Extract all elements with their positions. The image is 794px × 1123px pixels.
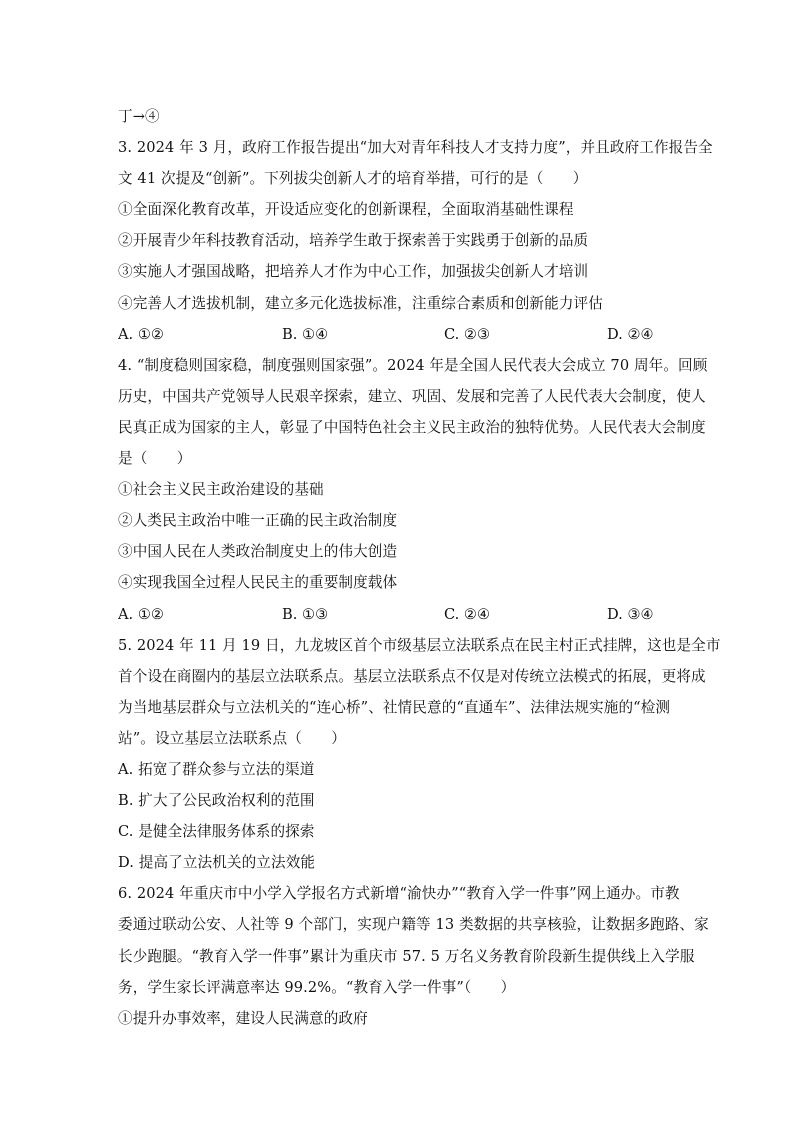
question-4-option-b: B. ①③ [282, 605, 329, 623]
question-5-stem-line-1: 5. 2024 年 11 月 19 日，九龙坡区首个市级基层立法联系点在民主村正式挂牌，这也是全市 [118, 636, 721, 654]
page-content [118, 101, 721, 1034]
question-5-choice-c: C. 是健全法律服务体系的探索 [118, 823, 315, 841]
question-4-option-d: D. ③④ [607, 605, 654, 623]
question-3-item-1: ①全面深化教育改革，开设适应变化的创新课程，全面取消基础性课程 [118, 201, 574, 219]
question-4-stem-line-1: 4. “制度稳则国家稳，制度强则国家强”。2024 年是全国人民代表大会成立 70 周年。回顾 [118, 356, 708, 374]
question-3-option-d: D. ②④ [607, 325, 654, 343]
question-6 [118, 878, 709, 1033]
question-6-item-1: ①提升办事效率，建设人民满意的政府 [118, 1009, 368, 1027]
question-4-stem-line-4: 是（ ） [118, 450, 192, 468]
question-3-item-4: ④完善人才选拔机制，建立多元化选拔标准，注重综合素质和创新能力评估 [118, 294, 603, 312]
question-4-item-1: ①社会主义民主政治建设的基础 [118, 481, 324, 499]
question-3-option-c: C. ②③ [444, 325, 491, 343]
question-3-stem-line-1: 3. 2024 年 3 月，政府工作报告提出“加大对青年科技人才支持力度”，并且政府工作报告全 [118, 139, 713, 157]
question-5-choice-b: B. 扩大了公民政治权利的范围 [118, 792, 315, 810]
question-5-stem-line-2: 首个设在商圈内的基层立法联系点。基层立法联系点不仅是对传统立法模式的拓展，更将成 [118, 667, 706, 685]
question-4-item-4: ④实现我国全过程人民民主的重要制度载体 [118, 574, 398, 592]
question-3-item-3: ③实施人才强国战略，把培养人才作为中心工作，加强拔尖创新人才培训 [118, 263, 589, 281]
question-4-option-a: A. ①② [118, 605, 164, 623]
question-3 [118, 132, 713, 350]
question-5-choice-d: D. 提高了立法机关的立法效能 [118, 854, 316, 872]
question-4-item-2: ②人类民主政治中唯一正确的民主政治制度 [118, 512, 398, 530]
question-3-options [118, 319, 678, 350]
question-5-stem-line-3: 为当地基层群众与立法机关的“连心桥”、社情民意的“直通车”、法律法规实施的“检测 [118, 698, 671, 716]
question-3-stem-line-2: 文 41 次提及“创新”。下列拔尖创新人才的培育举措，可行的是（ ） [118, 170, 588, 188]
question-3-item-2: ②开展青少年科技教育活动，培养学生敢于探索善于实践勇于创新的品质 [118, 232, 589, 250]
question-5-stem-line-4: 站”。设立基层立法联系点（ ） [118, 729, 346, 747]
question-6-stem-line-3: 长少跑腿。“教育入学一件事”累计为重庆市 57. 5 万名义务教育阶段新生提供线上入学服 [118, 947, 695, 965]
question-3-option-b: B. ①④ [282, 325, 329, 343]
question-4 [118, 350, 708, 630]
question-4-options [118, 599, 678, 630]
question-4-option-c: C. ②④ [444, 605, 491, 623]
question-5-choice-a: A. 拓宽了群众参与立法的渠道 [118, 760, 315, 778]
previous-question-continuation: 丁→④ [118, 108, 160, 125]
question-4-stem-line-2: 历史，中国共产党领导人民艰辛探索，建立、巩固、发展和完善了人民代表大会制度，使人 [118, 387, 706, 405]
question-3-option-a: A. ①② [118, 325, 164, 343]
question-4-item-3: ③中国人民在人类政治制度史上的伟大创造 [118, 543, 398, 561]
question-4-stem-line-3: 民真正成为国家的主人，彰显了中国特色社会主义民主政治的独特优势。人民代表大会制度 [118, 418, 706, 436]
question-6-stem-line-1: 6. 2024 年重庆市中小学入学报名方式新增“渝快办”“教育入学一件事”网上通办。市教 [118, 885, 680, 903]
question-6-stem-line-4: 务，学生家长评满意率达 99.2%。“教育入学一件事”（ ） [118, 978, 516, 996]
question-6-stem-line-2: 委通过联动公安、人社等 9 个部门，实现户籍等 13 类数据的共享核验，让数据多跑路、家 [118, 916, 709, 934]
question-5 [118, 630, 721, 879]
